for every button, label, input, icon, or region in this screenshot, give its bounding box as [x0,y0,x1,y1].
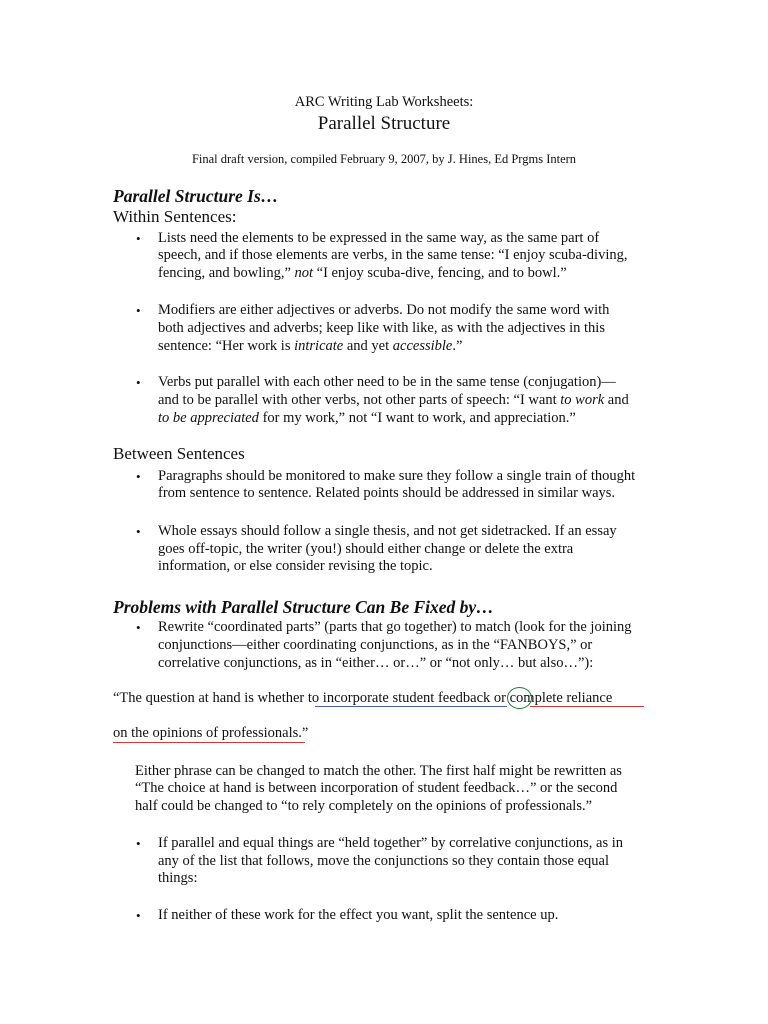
example-close: .” [298,725,309,741]
explain-line-3: half could be changed to “to rely completely on the opinions of professionals.” [135,798,593,814]
bullet-5-line-2: goes off-topic, the writer (you!) should either change or delete the extra [158,541,574,557]
bullet-7-line-3: things: [158,870,198,886]
explain-line-2: “The choice at hand is between incorporation of student feedback…” or the second [135,780,618,796]
bullet-marker: • [136,375,141,390]
bullet-marker: • [136,469,141,484]
bullet-marker: • [136,524,141,539]
example-second-phrase-part-2: on the opinions of professionals [113,725,299,741]
text-run: fencing, and bowling,” [158,265,295,281]
underline-first-phrase [315,706,507,707]
subheading-within-sentences: Within Sentences: [113,207,237,226]
page-title: Parallel Structure [317,113,451,134]
example-second-phrase-part-1: complete reliance [509,690,613,706]
example-sentence-line-1 [113,689,612,707]
bullet-2-line-3 [158,337,462,355]
text-run: sentence: “Her work is [158,338,295,354]
bullet-marker: • [136,836,141,851]
bullet-2-line-2: both adjectives and adverbs; keep like with like, as with the adjectives in this [158,320,605,336]
text-run: and [604,392,629,408]
emphasis-to-work: to work [560,392,605,408]
text-run: and yet [343,338,393,354]
bullet-3-line-3 [158,409,576,427]
bullet-marker: • [136,908,141,923]
bullet-6-line-2: conjunctions—either coordinating conjunctions, as in the “FANBOYS,” or [158,637,593,653]
bullet-6-line-3: correlative conjunctions, as in “either… or…” or “not only… but also…”): [158,655,594,671]
bullet-8-line-1: If neither of these work for the effect you want, split the sentence up. [158,907,559,923]
emphasis-accessible: accessible [392,338,453,354]
bullet-marker: • [136,231,141,246]
bullet-4-line-2: from sentence to sentence. Related points should be addressed in similar ways. [158,485,616,501]
bullet-3-line-1: Verbs put parallel with each other need to be in the same tense (conjugation)— [158,374,616,390]
text-run: .” [452,338,463,354]
emphasis-intricate: intricate [294,338,344,354]
example-lead: “The question at hand is whether [113,690,308,706]
example-conjunction-or: or [493,690,506,706]
bullet-7-line-2: any of the list that follows, move the conjunctions so they contain those equal [158,853,610,869]
bullet-6-line-1: Rewrite “coordinated parts” (parts that go together) to match (look for the joining [158,619,632,635]
bullet-marker: • [136,620,141,635]
bullet-5-line-1: Whole essays should follow a single thesis, and not get sidetracked. If an essay [158,523,617,539]
section-heading-parallel-structure-is: Parallel Structure Is… [113,186,279,206]
bullet-marker: • [136,303,141,318]
example-first-phrase: to incorporate student feedback [307,690,491,706]
bullet-4-line-1: Paragraphs should be monitored to make sure they follow a single train of thought [158,468,636,484]
circle-or [507,687,532,709]
bullet-1-line-1: Lists need the elements to be expressed in the same way, as the same part of [158,230,600,246]
bullet-1-line-2: speech, and if those elements are verbs, in the same tense: “I enjoy scuba-diving, [158,247,628,263]
text-run: “I enjoy scuba-dive, fencing, and to bowl.” [313,265,567,281]
bullet-1-line-3 [158,264,567,282]
bullet-2-line-1: Modifiers are either adjectives or adverbs. Do not modify the same word with [158,302,610,318]
underline-second-phrase-part-1 [530,706,644,707]
emphasis-to-be-appreciated: to be appreciated [158,410,259,426]
text-run: for my work,” not “I want to work, and appreciation.” [258,410,576,426]
emphasis-not: not [294,265,314,281]
byline: Final draft version, compiled February 9, 2007, by J. Hines, Ed Prgms Intern [191,152,577,166]
section-heading-problems: Problems with Parallel Structure Can Be Fixed by… [113,597,494,617]
underline-second-phrase-part-2 [113,742,305,743]
text-run: and to be parallel with other verbs, not other parts of speech: “I want [158,392,561,408]
bullet-3-line-2 [158,391,629,409]
example-sentence-line-2 [113,724,308,742]
subheading-between-sentences: Between Sentences [113,444,245,463]
bullet-7-line-1: If parallel and equal things are “held together” by correlative conjunctions, as in [158,835,624,851]
bullet-5-line-3: information, or else consider revising the topic. [158,558,433,574]
explain-line-1: Either phrase can be changed to match the other. The first half might be rewritten as [135,763,622,779]
series-title: ARC Writing Lab Worksheets: [294,94,474,110]
